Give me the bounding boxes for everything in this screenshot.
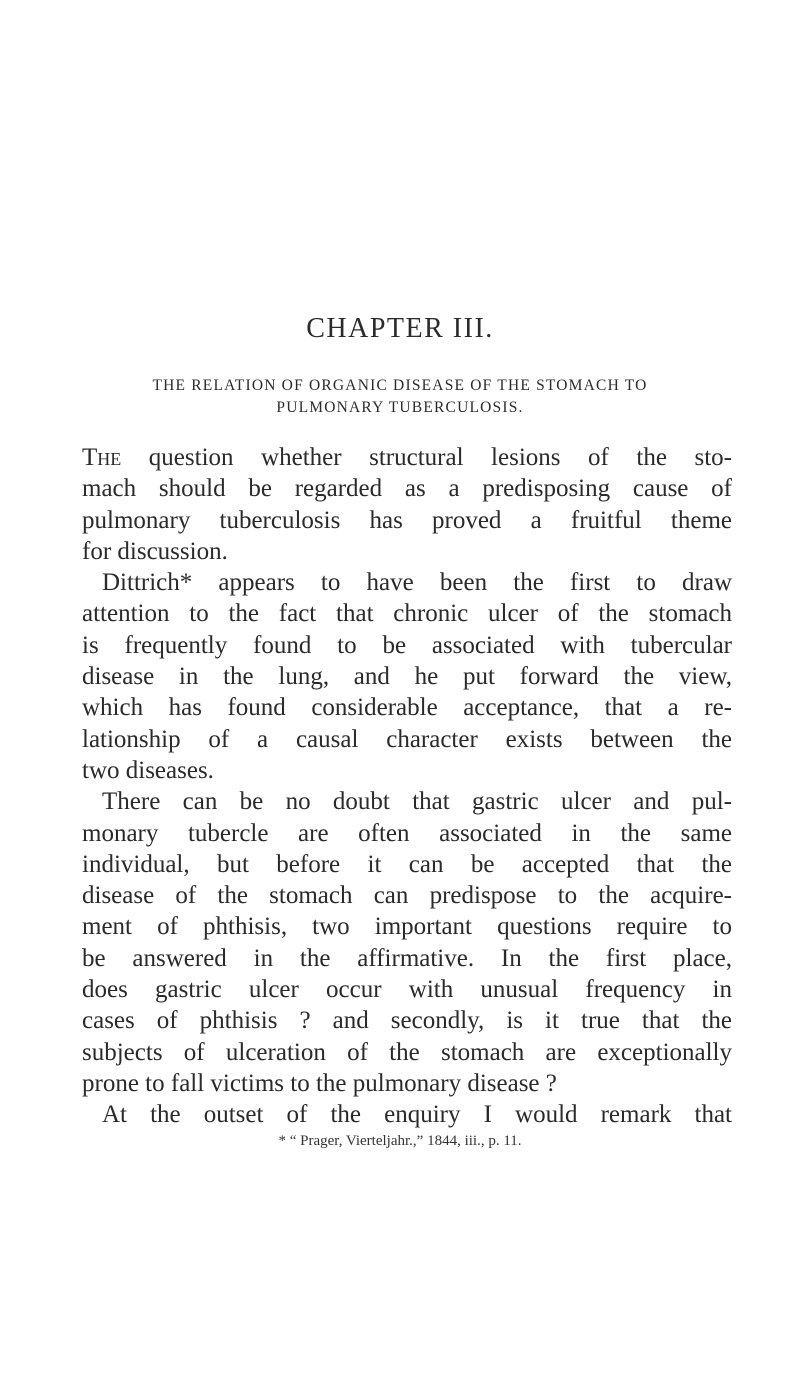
- text-line: is frequently found to be associated with tubercular: [82, 631, 732, 659]
- text-line: monary tubercle are often associated in the same: [82, 819, 732, 847]
- text-line: pulmonary tuberculosis has proved a fruitful theme: [82, 506, 732, 534]
- chapter-subtitle-line-1: THE RELATION OF ORGANIC DISEASE OF THE STOMACH TO: [152, 377, 648, 394]
- text-line: individual, but before it can be accepted that the: [82, 850, 732, 878]
- text-line: which has found considerable acceptance, that a re-: [82, 694, 732, 722]
- text-line: attention to the fact that chronic ulcer of the stomach: [82, 600, 732, 628]
- text-line: lationship of a causal character exists between the: [82, 725, 732, 753]
- text-line: two diseases.: [82, 756, 214, 784]
- text-line: mach should be regarded as a predisposing cause of: [82, 475, 732, 503]
- text-line: does gastric ulcer occur with unusual frequency in: [82, 976, 732, 1004]
- opening-word: The: [82, 444, 122, 471]
- chapter-title: CHAPTER III.: [306, 313, 494, 344]
- text-line: subjects of ulceration of the stomach are exceptionally: [82, 1038, 732, 1066]
- text-line: be answered in the affirmative. In the first place,: [82, 944, 732, 972]
- chapter-subtitle: [90, 375, 710, 419]
- text-line: There can be no doubt that gastric ulcer and pul-: [102, 788, 732, 816]
- text-line: disease in the lung, and he put forward the view,: [82, 663, 732, 691]
- text-line: prone to fall victims to the pulmonary disease ?: [82, 1069, 557, 1097]
- text-line: Dittrich* appears to have been the first to draw: [102, 569, 732, 597]
- body-text: [82, 442, 732, 1131]
- text-line: At the outset of the enquiry I would remark that: [102, 1101, 732, 1129]
- footnote: * “ Prager, Vierteljahr.,” 1844, iii., p. 11.: [278, 1133, 522, 1149]
- text-line: disease of the stomach can predispose to the acquire-: [82, 882, 732, 910]
- chapter-subtitle-line-2: PULMONARY TUBERCULOSIS.: [276, 399, 524, 416]
- text-line: ment of phthisis, two important questions require to: [82, 913, 732, 941]
- text-line: The question whether structural lesions of the sto-: [82, 444, 732, 471]
- text-line: for discussion.: [82, 537, 228, 565]
- text-line: cases of phthisis ? and secondly, is it true that the: [82, 1007, 732, 1035]
